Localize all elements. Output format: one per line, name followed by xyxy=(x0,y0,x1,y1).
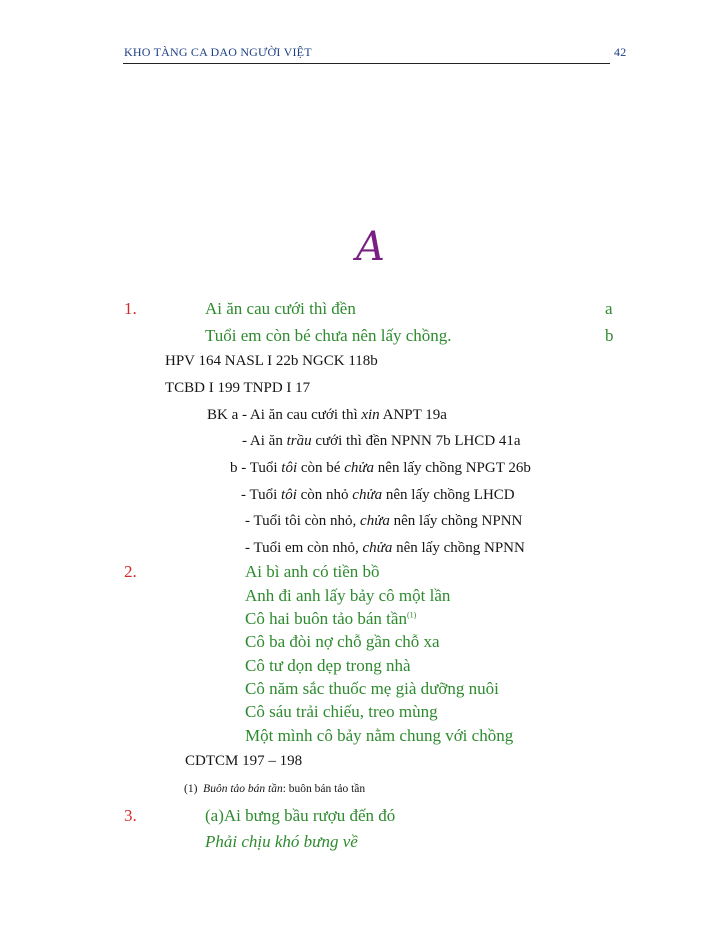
page-number: 42 xyxy=(614,45,627,59)
verse-line: (a)Ai bưng bầu rượu đến đó xyxy=(205,806,396,825)
verse-line: Cô ba đòi nợ chỗ gần chỗ xa xyxy=(245,632,440,651)
verse-line: Cô hai buôn tảo bán tần$^{(1)}$ xyxy=(245,609,417,628)
entry-number: 1. xyxy=(124,299,137,318)
verse-line: Cô tư dọn dẹp trong nhà xyxy=(245,656,411,675)
variant-line: - Tuổi tôi còn nhỏ chửa nên lấy chồng LHCD xyxy=(241,487,515,503)
verse-line: Ai bì anh có tiền bồ xyxy=(245,562,380,581)
footnote-ref: (1) xyxy=(406,610,417,620)
verse-line: Cô năm sắc thuốc mẹ già dưỡng nuôi xyxy=(245,679,499,698)
variant-line: BK a - Ai ăn cau cưới thì xin ANPT 19a xyxy=(207,407,447,423)
verse-line: Một mình cô bảy nằm chung với chồng xyxy=(245,726,514,745)
variant-line: - Tuổi em còn nhỏ, chửa nên lấy chồng NPNN xyxy=(245,540,525,556)
entry-number: 2. xyxy=(124,562,137,581)
running-header-title: KHO TÀNG CA DAO NGƯỜI VIỆT xyxy=(124,45,312,59)
source-reference: TCBD I 199 TNPD I 17 xyxy=(165,380,311,396)
source-reference: CDTCM 197 – 198 xyxy=(185,753,303,769)
variant-line: - Ai ăn trầu cưới thì đền NPNN 7b LHCD 41a xyxy=(242,433,521,449)
header-rule xyxy=(123,63,610,64)
source-reference: HPV 164 NASL I 22b NGCK 118b xyxy=(165,353,378,369)
entry-number: 3. xyxy=(124,806,137,825)
verse-line: Cô sáu trải chiếu, treo mùng xyxy=(245,702,438,721)
verse-line: Anh đi anh lấy bảy cô một lần xyxy=(245,586,451,605)
footnote: (1) Buôn tảo bán tần: buôn bán tảo tần xyxy=(184,783,366,795)
verse-line: Tuổi em còn bé chưa nên lấy chồng. xyxy=(205,326,452,345)
variant-line: b - Tuổi tôi còn bé chửa nên lấy chồng NPGT 26b xyxy=(230,460,531,476)
verse-mark: a xyxy=(605,299,613,318)
verse-line: Ai ăn cau cưới thì đền xyxy=(205,299,356,318)
section-letter: A xyxy=(356,224,385,270)
verse-mark: b xyxy=(605,326,614,345)
variant-line: - Tuổi tôi còn nhỏ, chửa nên lấy chồng NPNN xyxy=(245,513,523,529)
verse-line: Phải chịu khó bưng về xyxy=(205,832,358,851)
